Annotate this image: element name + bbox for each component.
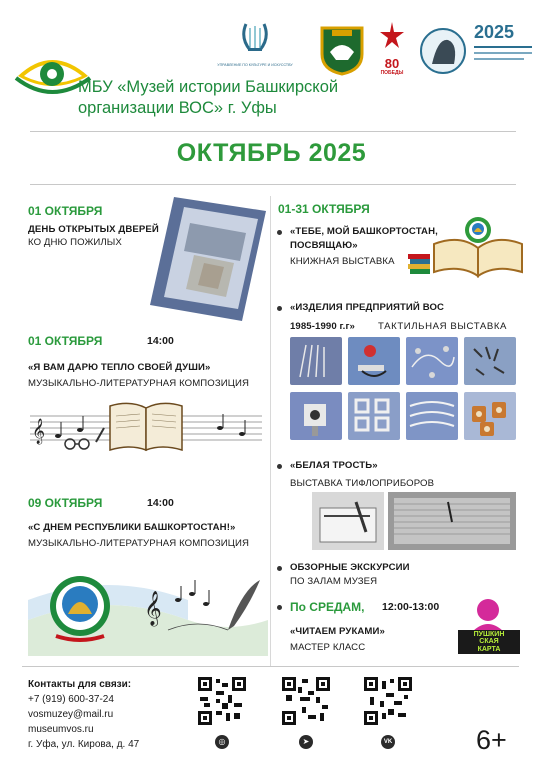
culture-department-caption: УПРАВЛЕНИЕ ПО КУЛЬТУРЕ И ИСКУССТВУ <box>217 63 293 67</box>
title-rule-top <box>30 131 516 132</box>
pushkin-card-text <box>460 631 518 653</box>
web-icon[interactable]: ◎ <box>215 735 229 749</box>
frames-icon <box>348 392 400 440</box>
lyre-icon <box>200 18 310 58</box>
tours-subtitle: ПО ЗАЛАМ МУЗЕЯ <box>290 576 378 587</box>
telegram-icon[interactable]: ➤ <box>299 735 313 749</box>
weekly-label: По СРЕДАМ, <box>290 600 365 614</box>
braille-device-photo <box>312 492 384 550</box>
year-rule-3 <box>474 58 524 60</box>
pushkin-card-line-3: КАРТА <box>477 645 501 653</box>
bullet <box>277 306 282 311</box>
culture-department-logo <box>200 18 310 67</box>
tours-title: ОБЗОРНЫЕ ЭКСКУРСИИ <box>290 562 410 573</box>
event-2-time: 14:00 <box>147 335 174 347</box>
pushkin-card-line-2: СКАЯ <box>479 638 499 646</box>
contact-address: г. Уфа, ул. Кирова, д. 47 <box>28 739 140 750</box>
product-photo <box>290 392 342 440</box>
memorial-emblem-icon <box>418 26 468 76</box>
bullet <box>277 605 282 610</box>
bullet <box>277 566 282 571</box>
right-date: 01-31 ОКТЯБРЯ <box>278 202 370 216</box>
tactile-exhibition-subtitle: ТАКТИЛЬНАЯ ВЫСТАВКА <box>378 321 508 332</box>
music-book-illustration <box>30 398 262 456</box>
organization-name <box>78 77 378 119</box>
year-badge: 2025 <box>474 22 515 42</box>
white-cane-subtitle: ВЫСТАВКА ТИФЛОПРИБОРОВ <box>290 478 435 489</box>
event-3-time: 14:00 <box>147 497 174 509</box>
qr-code-telegram[interactable] <box>282 677 330 725</box>
product-photo <box>290 337 342 385</box>
product-photo <box>348 392 400 440</box>
weekly-time: 12:00-13:00 <box>382 601 440 613</box>
white-cane-title: «БЕЛАЯ ТРОСТЬ» <box>290 460 378 471</box>
title-rule-bottom <box>30 184 516 185</box>
event-3-date: 09 ОКТЯБРЯ <box>28 496 103 510</box>
event-2-subtitle: МУЗЫКАЛЬНО-ЛИТЕРАТУРНАЯ КОМПОЗИЦИЯ <box>28 378 249 389</box>
weekly-subtitle: МАСТЕР КЛАСС <box>290 642 366 653</box>
contacts-heading: Контакты для связи: <box>28 679 132 690</box>
org-name-line-2: организации ВОС» г. Уфы <box>78 99 277 117</box>
event-1-subtitle: КО ДНЮ ПОЖИЛЫХ <box>28 237 122 248</box>
org-name-line-1: МБУ «Музей истории Башкирской <box>78 78 339 96</box>
victory-caption: ПОБЕДЫ <box>380 70 404 76</box>
bullet <box>277 464 282 469</box>
event-2-date: 01 ОКТЯБРЯ <box>28 334 103 348</box>
footer-rule <box>22 666 519 667</box>
contact-website[interactable]: museumvos.ru <box>28 724 94 735</box>
contact-phone[interactable]: +7 (919) 600-37-24 <box>28 694 114 705</box>
qr-code-website[interactable] <box>198 677 246 725</box>
braille-board-photo <box>388 492 516 550</box>
svg-text:𝄞: 𝄞 <box>32 419 46 444</box>
book-exhibition-title-1: «ТЕБЕ, МОЙ БАШКОРТОСТАН, <box>290 226 438 237</box>
column-divider <box>270 196 271 666</box>
product-photo <box>406 337 458 385</box>
partner-logos <box>200 18 535 82</box>
pushkin-card-line-1: ПУШКИН <box>473 631 505 638</box>
ufa-coat-of-arms-icon <box>318 24 366 76</box>
electric-socket-icon <box>290 392 342 440</box>
event-2-title: «Я ВАМ ДАРЮ ТЕПЛО СВОЕЙ ДУШИ» <box>28 362 211 373</box>
vk-icon[interactable]: VK <box>381 735 395 749</box>
spools-icon <box>464 392 516 440</box>
bashkortostan-emblem-illustration <box>28 560 268 656</box>
event-1-date: 01 ОКТЯБРЯ <box>28 204 103 218</box>
open-book-illustration <box>408 214 524 282</box>
needle-set-icon <box>290 337 342 385</box>
product-photo <box>406 392 458 440</box>
qr-code-vk[interactable] <box>364 677 412 725</box>
metal-pins-icon <box>464 337 516 385</box>
tactile-exhibition-title-2: 1985-1990 г.г» <box>290 321 355 332</box>
event-3-title: «С ДНЕМ РЕСПУБЛИКИ БАШКОРТОСТАН!» <box>28 522 236 533</box>
month-title: ОКТЯБРЬ 2025 <box>176 139 367 167</box>
plug-device-icon <box>348 337 400 385</box>
book-exhibition-subtitle: КНИЖНАЯ ВЫСТАВКА <box>290 256 395 267</box>
year-rule <box>474 46 532 48</box>
weekly-title: «ЧИТАЕМ РУКАМИ» <box>290 626 385 637</box>
wire-parts-icon <box>406 337 458 385</box>
products-photo-grid <box>290 337 516 440</box>
year-rule-2 <box>474 52 532 54</box>
event-1-title: ДЕНЬ ОТКРЫТЫХ ДВЕРЕЙ <box>28 224 159 235</box>
bullet <box>277 230 282 235</box>
year-2025-logo <box>418 18 534 82</box>
chain-icon <box>406 392 458 440</box>
victory-80-logo <box>378 22 406 76</box>
product-photo <box>464 337 516 385</box>
tactile-exhibition-title-1: «ИЗДЕЛИЯ ПРЕДПРИЯТИЙ ВОС <box>290 302 445 313</box>
pushkin-card-logo <box>458 598 520 654</box>
contact-email[interactable]: vosmuzey@mail.ru <box>28 709 114 720</box>
product-photo <box>464 392 516 440</box>
age-rating: 6+ <box>476 725 507 755</box>
book-exhibition-title-2: ПОСВЯЩАЮ» <box>290 240 358 251</box>
product-photo <box>348 337 400 385</box>
svg-text:𝄞: 𝄞 <box>144 591 162 626</box>
book-cover-illustration <box>150 197 266 321</box>
victory-number: 80 <box>384 56 400 71</box>
event-3-subtitle: МУЗЫКАЛЬНО-ЛИТЕРАТУРНАЯ КОМПОЗИЦИЯ <box>28 538 249 549</box>
victory-star-icon <box>378 22 406 52</box>
